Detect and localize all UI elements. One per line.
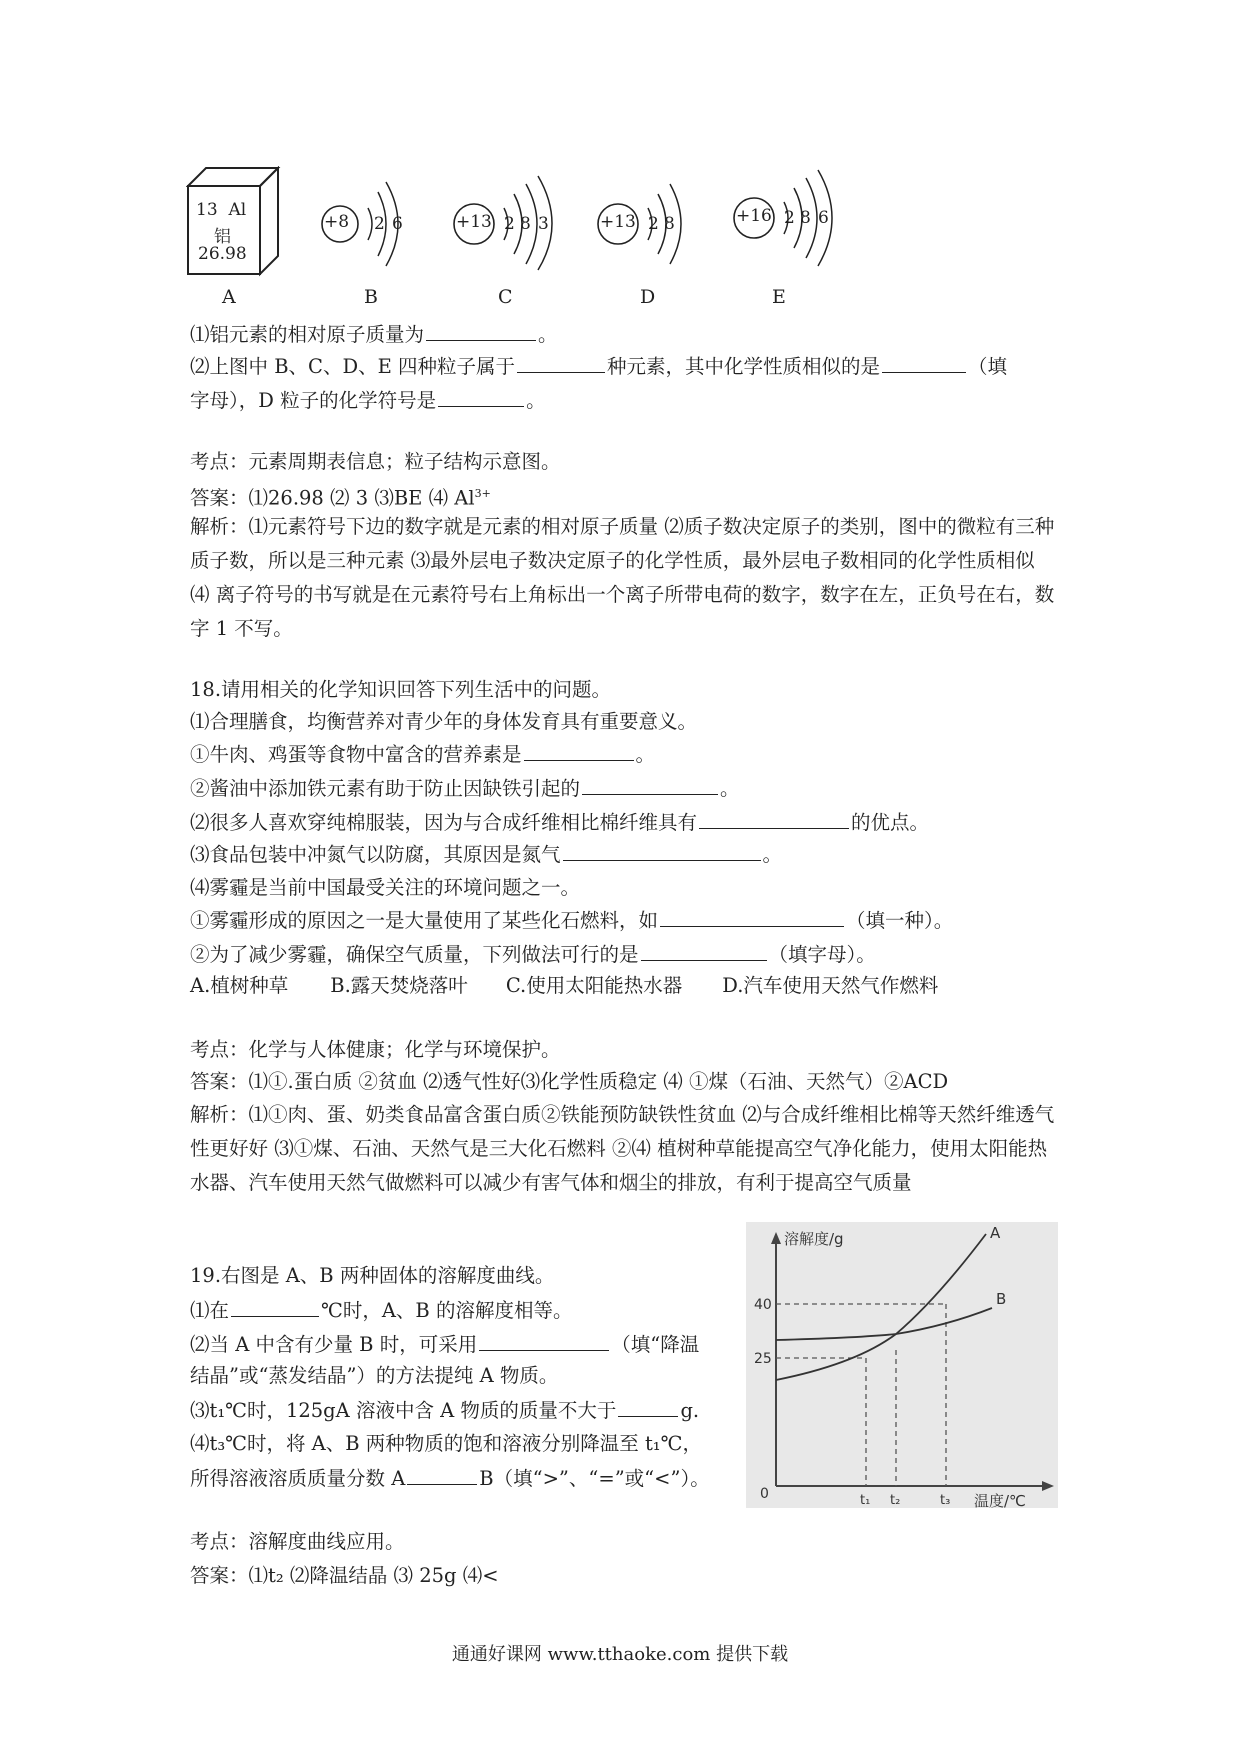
x-axis-arrow-icon bbox=[1042, 1481, 1054, 1491]
q17-blank-2[interactable] bbox=[517, 352, 605, 373]
q17-jiexi: 解析：⑴元素符号下边的数字就是元素的相对原子质量 ⑵质子数决定原子的类别，图中的微粒有三种质子数，所以是三种元素 ⑶最外层电子数决定原子的化学性质，最外层电子数相同的化学性质相似 ⑷ 离子符号的书写就是在元素符号右上角标出一个离子所带电荷的数字，数字在左，正负号在右，数字 1 不写。 bbox=[190, 515, 1055, 640]
figure-label-b: B bbox=[364, 286, 378, 308]
atom-b-nucleus: +8 bbox=[324, 212, 350, 232]
q18-kaodian: 考点：化学与人体健康；化学与环境保护。 bbox=[190, 1038, 561, 1061]
atom-diagram-b bbox=[318, 168, 428, 276]
figure-label-e: E bbox=[772, 286, 786, 308]
atom-d-nucleus: +13 bbox=[600, 212, 636, 232]
atomic-mass: 26.98 bbox=[198, 244, 247, 264]
figure-label-c: C bbox=[498, 286, 513, 308]
atom-d-shell-1: 2 bbox=[648, 214, 659, 234]
q18-line-4: ⑵很多人喜欢穿纯棉服装，因为与合成纤维相比棉纤维具有 的优点。 bbox=[190, 808, 929, 837]
q17-line-1: ⑴铝元素的相对原子质量为 。 bbox=[190, 320, 558, 349]
q19-line-6: 所得溶液溶质质量分数 A B（填“>”、“=”或“<”）。 bbox=[190, 1464, 710, 1493]
element-symbol: Al bbox=[228, 200, 247, 220]
q18-line-7: ①雾霾形成的原因之一是大量使用了某些化石燃料，如 （填一种）。 bbox=[190, 906, 953, 935]
origin-label: 0 bbox=[760, 1486, 769, 1502]
atom-c-nucleus: +13 bbox=[456, 212, 492, 232]
q19-blank-1[interactable] bbox=[231, 1296, 319, 1317]
q19-blank-3[interactable] bbox=[618, 1396, 678, 1417]
q19-line-1: ⑴在 ℃时，A、B 的溶解度相等。 bbox=[190, 1296, 572, 1325]
q18-option-a: A.植树种草 bbox=[190, 974, 289, 997]
q18-jiexi: 解析：⑴①肉、蛋、奶类食品富含蛋白质②铁能预防缺铁性贫血 ⑵与合成纤维相比棉等天然纤维透气性更好好 ⑶①煤、石油、天然气是三大化石燃料 ②⑷ 植树种草能提高空气净化能力，使用太阳能热水器、汽车使用天然气做燃料可以减少有害气体和烟尘的排放，有利于提高空气质量 bbox=[190, 1103, 1055, 1194]
x-axis-label: 温度/℃ bbox=[974, 1492, 1026, 1508]
y-axis-arrow-icon bbox=[771, 1232, 781, 1244]
x-tick-t1: t₁ bbox=[860, 1493, 871, 1508]
q18-option-b: B.露天焚烧落叶 bbox=[330, 974, 468, 997]
q19-line-3: 结晶”或“蒸发结晶”）的方法提纯 A 物质。 bbox=[190, 1364, 559, 1387]
q18-line-2: ①牛肉、鸡蛋等食物中富含的营养素是 。 bbox=[190, 740, 655, 769]
q17-blank-1[interactable] bbox=[426, 320, 536, 341]
q18-blank-3[interactable] bbox=[699, 808, 849, 829]
figure-label-d: D bbox=[640, 286, 656, 308]
element-cube-figure bbox=[186, 166, 286, 282]
y-axis-label: 溶解度/g bbox=[784, 1230, 844, 1248]
footer-credit: 通通好课网 www.tthaoke.com 提供下载 bbox=[451, 1644, 789, 1665]
y-tick-25: 25 bbox=[754, 1351, 772, 1367]
q18-options bbox=[190, 972, 938, 1000]
curve-b bbox=[776, 1308, 992, 1340]
q18-blank-2[interactable] bbox=[582, 774, 718, 795]
q19-blank-4[interactable] bbox=[407, 1464, 477, 1485]
q18-line-5: ⑶食品包装中冲氮气以防腐，其原因是氮气 。 bbox=[190, 840, 782, 869]
q18-blank-6[interactable] bbox=[641, 940, 767, 961]
q18-blank-4[interactable] bbox=[563, 840, 761, 861]
atom-e-nucleus: +16 bbox=[736, 206, 772, 226]
q18-line-6: ⑷雾霾是当前中国最受关注的环境问题之一。 bbox=[190, 876, 581, 899]
element-name: 铝 bbox=[214, 227, 231, 247]
q19-kaodian: 考点：溶解度曲线应用。 bbox=[190, 1530, 405, 1553]
q19-blank-2[interactable] bbox=[479, 1330, 609, 1351]
solubility-chart bbox=[746, 1222, 1058, 1508]
q18-option-c: C.使用太阳能热水器 bbox=[505, 974, 683, 997]
atom-e-shell-1: 2 bbox=[784, 208, 795, 228]
q18-line-8: ②为了减少雾霾，确保空气质量，下列做法可行的是 （填字母）。 bbox=[190, 940, 876, 969]
q19-line-2: ⑵当 A 中含有少量 B 时，可采用 （填“降温 bbox=[190, 1330, 699, 1359]
q18-line-3: ②酱油中添加铁元素有助于防止因缺铁引起的 。 bbox=[190, 774, 740, 803]
q17-blank-3[interactable] bbox=[882, 352, 966, 373]
solubility-chart-svg bbox=[746, 1222, 1058, 1508]
q18-answer: 答案：⑴①.蛋白质 ②贫血 ⑵透气性好⑶化学性质稳定 ⑷ ①煤（石油、天然气）②ACD bbox=[190, 1070, 949, 1093]
q18-option-d: D.汽车使用天然气作燃料 bbox=[722, 974, 939, 997]
q17-answer: 答案：⑴26.98 ⑵ 3 ⑶BE ⑷ $Al^{3+}$ bbox=[190, 486, 491, 510]
atom-d-shell-2: 8 bbox=[664, 214, 675, 234]
q18-title: 18.请用相关的化学知识回答下列生活中的问题。 bbox=[190, 678, 612, 701]
atom-b-shell-2: 6 bbox=[392, 214, 403, 234]
atom-c-shell-2: 8 bbox=[520, 214, 531, 234]
x-tick-t2: t₂ bbox=[890, 1493, 901, 1508]
q17-kaodian: 考点：元素周期表信息；粒子结构示意图。 bbox=[190, 450, 561, 473]
q17-line-3: 字母），D 粒子的化学符号是 。 bbox=[190, 386, 546, 415]
x-tick-t3: t₃ bbox=[940, 1493, 951, 1508]
atom-e-shell-3: 6 bbox=[818, 208, 829, 228]
series-label-a: A bbox=[990, 1224, 1001, 1242]
q19-answer: 答案：⑴t₂ ⑵降温结晶 ⑶ 25g ⑷< bbox=[190, 1564, 499, 1587]
q17-blank-4[interactable] bbox=[438, 386, 524, 407]
q18-blank-1[interactable] bbox=[524, 740, 634, 761]
atom-diagram-d bbox=[592, 168, 702, 276]
q19-line-5: ⑷t₃℃时，将 A、B 两种物质的饱和溶液分别降温至 t₁℃， bbox=[190, 1432, 702, 1455]
q17-line-2: ⑵上图中 B、C、D、E 四种粒子属于 种元素，其中化学性质相似的是 （填 bbox=[190, 352, 1007, 381]
atom-c-shell-1: 2 bbox=[504, 214, 515, 234]
figure-label-a: A bbox=[222, 286, 236, 308]
atom-diagram-e bbox=[728, 168, 858, 276]
q18-blank-5[interactable] bbox=[660, 906, 844, 927]
y-tick-40: 40 bbox=[754, 1297, 772, 1313]
atom-e-shell-2: 8 bbox=[800, 208, 811, 228]
q19-line-4: ⑶t₁℃时，125gA 溶液中含 A 物质的质量不大于 g. bbox=[190, 1396, 699, 1425]
atom-c-shell-3: 3 bbox=[538, 214, 549, 234]
series-label-b: B bbox=[996, 1290, 1007, 1308]
q18-line-1: ⑴合理膳食，均衡营养对青少年的身体发育具有重要意义。 bbox=[190, 710, 698, 733]
atomic-number: 13 bbox=[196, 200, 218, 220]
q19-title: 19.右图是 A、B 两种固体的溶解度曲线。 bbox=[190, 1264, 555, 1287]
atom-b-shell-1: 2 bbox=[374, 214, 385, 234]
atom-diagram-c bbox=[448, 168, 578, 276]
